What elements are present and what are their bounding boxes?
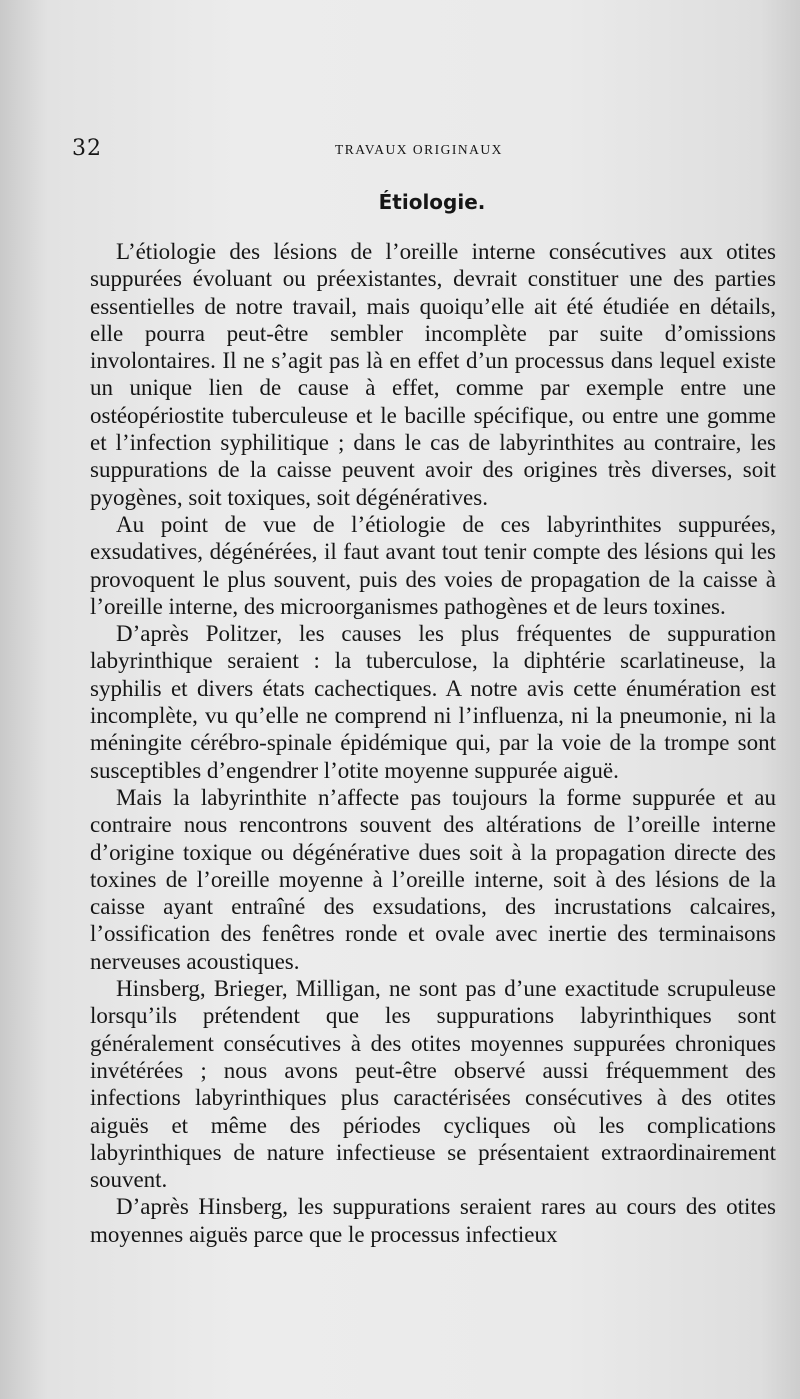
paragraph: D’après Politzer, les causes les plus fréquentes de suppuration labyrinthique seraient : la tuberculose, la diphtérie scarlatineuse, la syphilis et divers états cachectiques. A notre avis cette énumération est incomplète, vu qu’elle ne comprend ni l’influenza, ni la pneumonie, ni la méningite cérébro-spinale épidémique qui, par la voie de la trompe sont susceptibles d’engendrer l’otite moyenne suppurée aiguë.	[90, 621, 776, 783]
page-header	[0, 136, 800, 166]
body-text	[90, 238, 776, 1248]
running-title: TRAVAUX ORIGINAUX	[335, 142, 503, 157]
page-number: 32	[72, 136, 102, 161]
section-heading: Étiologie.	[378, 190, 486, 214]
paragraph: Mais la labyrinthite n’affecte pas toujours la forme suppurée et au contraire nous rencontrons souvent des altérations de l’oreille interne d’origine toxique ou dégénérative dues soit à la propagation directe des toxines de l’oreille moyenne à l’oreille interne, soit à des lésions de la caisse ayant entraîné des exsudations, des incrustations calcaires, l’ossification des fenêtres ronde et ovale avec inertie des terminaisons nerveuses acoustiques.	[90, 784, 776, 974]
paragraph: Hinsberg, Brieger, Milligan, ne sont pas d’une exactitude scrupuleuse lorsqu’ils prétendent que les suppurations labyrinthiques sont généralement consécutives à des otites moyennes suppurées chroniques invétérées ; nous avons peut-être observé aussi fréquemment des infections labyrinthiques plus caractérisées consécutives à des otites aiguës et même des périodes cycliques où les complications labyrinthiques de nature infectieuse se présentaient extraordinairement souvent.	[90, 976, 776, 1193]
paragraph: D’après Hinsberg, les suppurations seraient rares au cours des otites moyennes aiguës parce que le processus infectieux	[90, 1194, 776, 1247]
paragraph: Au point de vue de l’étiologie de ces labyrinthites suppurées, exsudatives, dégénérées, il faut avant tout tenir compte des lésions qui les provoquent le plus souvent, puis des voies de propagation de la caisse à l’oreille interne, des microorganismes pathogènes et de leurs toxines.	[90, 511, 776, 619]
paragraph: L’étiologie des lésions de l’oreille interne consécutives aux otites suppurées évoluant ou préexistantes, devrait constituer une des parties essentielles de notre travail, mais quoiqu’elle ait été étudiée en détails, elle pourra peut-être sembler incomplète par suite d’omissions involontaires. Il ne s’agit pas là en effet d’un processus dans lequel existe un unique lien de cause à effet, comme par exemple entre une ostéopériostite tuberculeuse et le bacille spécifique, ou entre une gomme et l’infection syphilitique ; dans le cas de labyrinthites au contraire, les suppurations de la caisse peuvent avoir des origines très diverses, soit pyogènes, soit toxiques, soit dégénératives.	[90, 239, 776, 510]
